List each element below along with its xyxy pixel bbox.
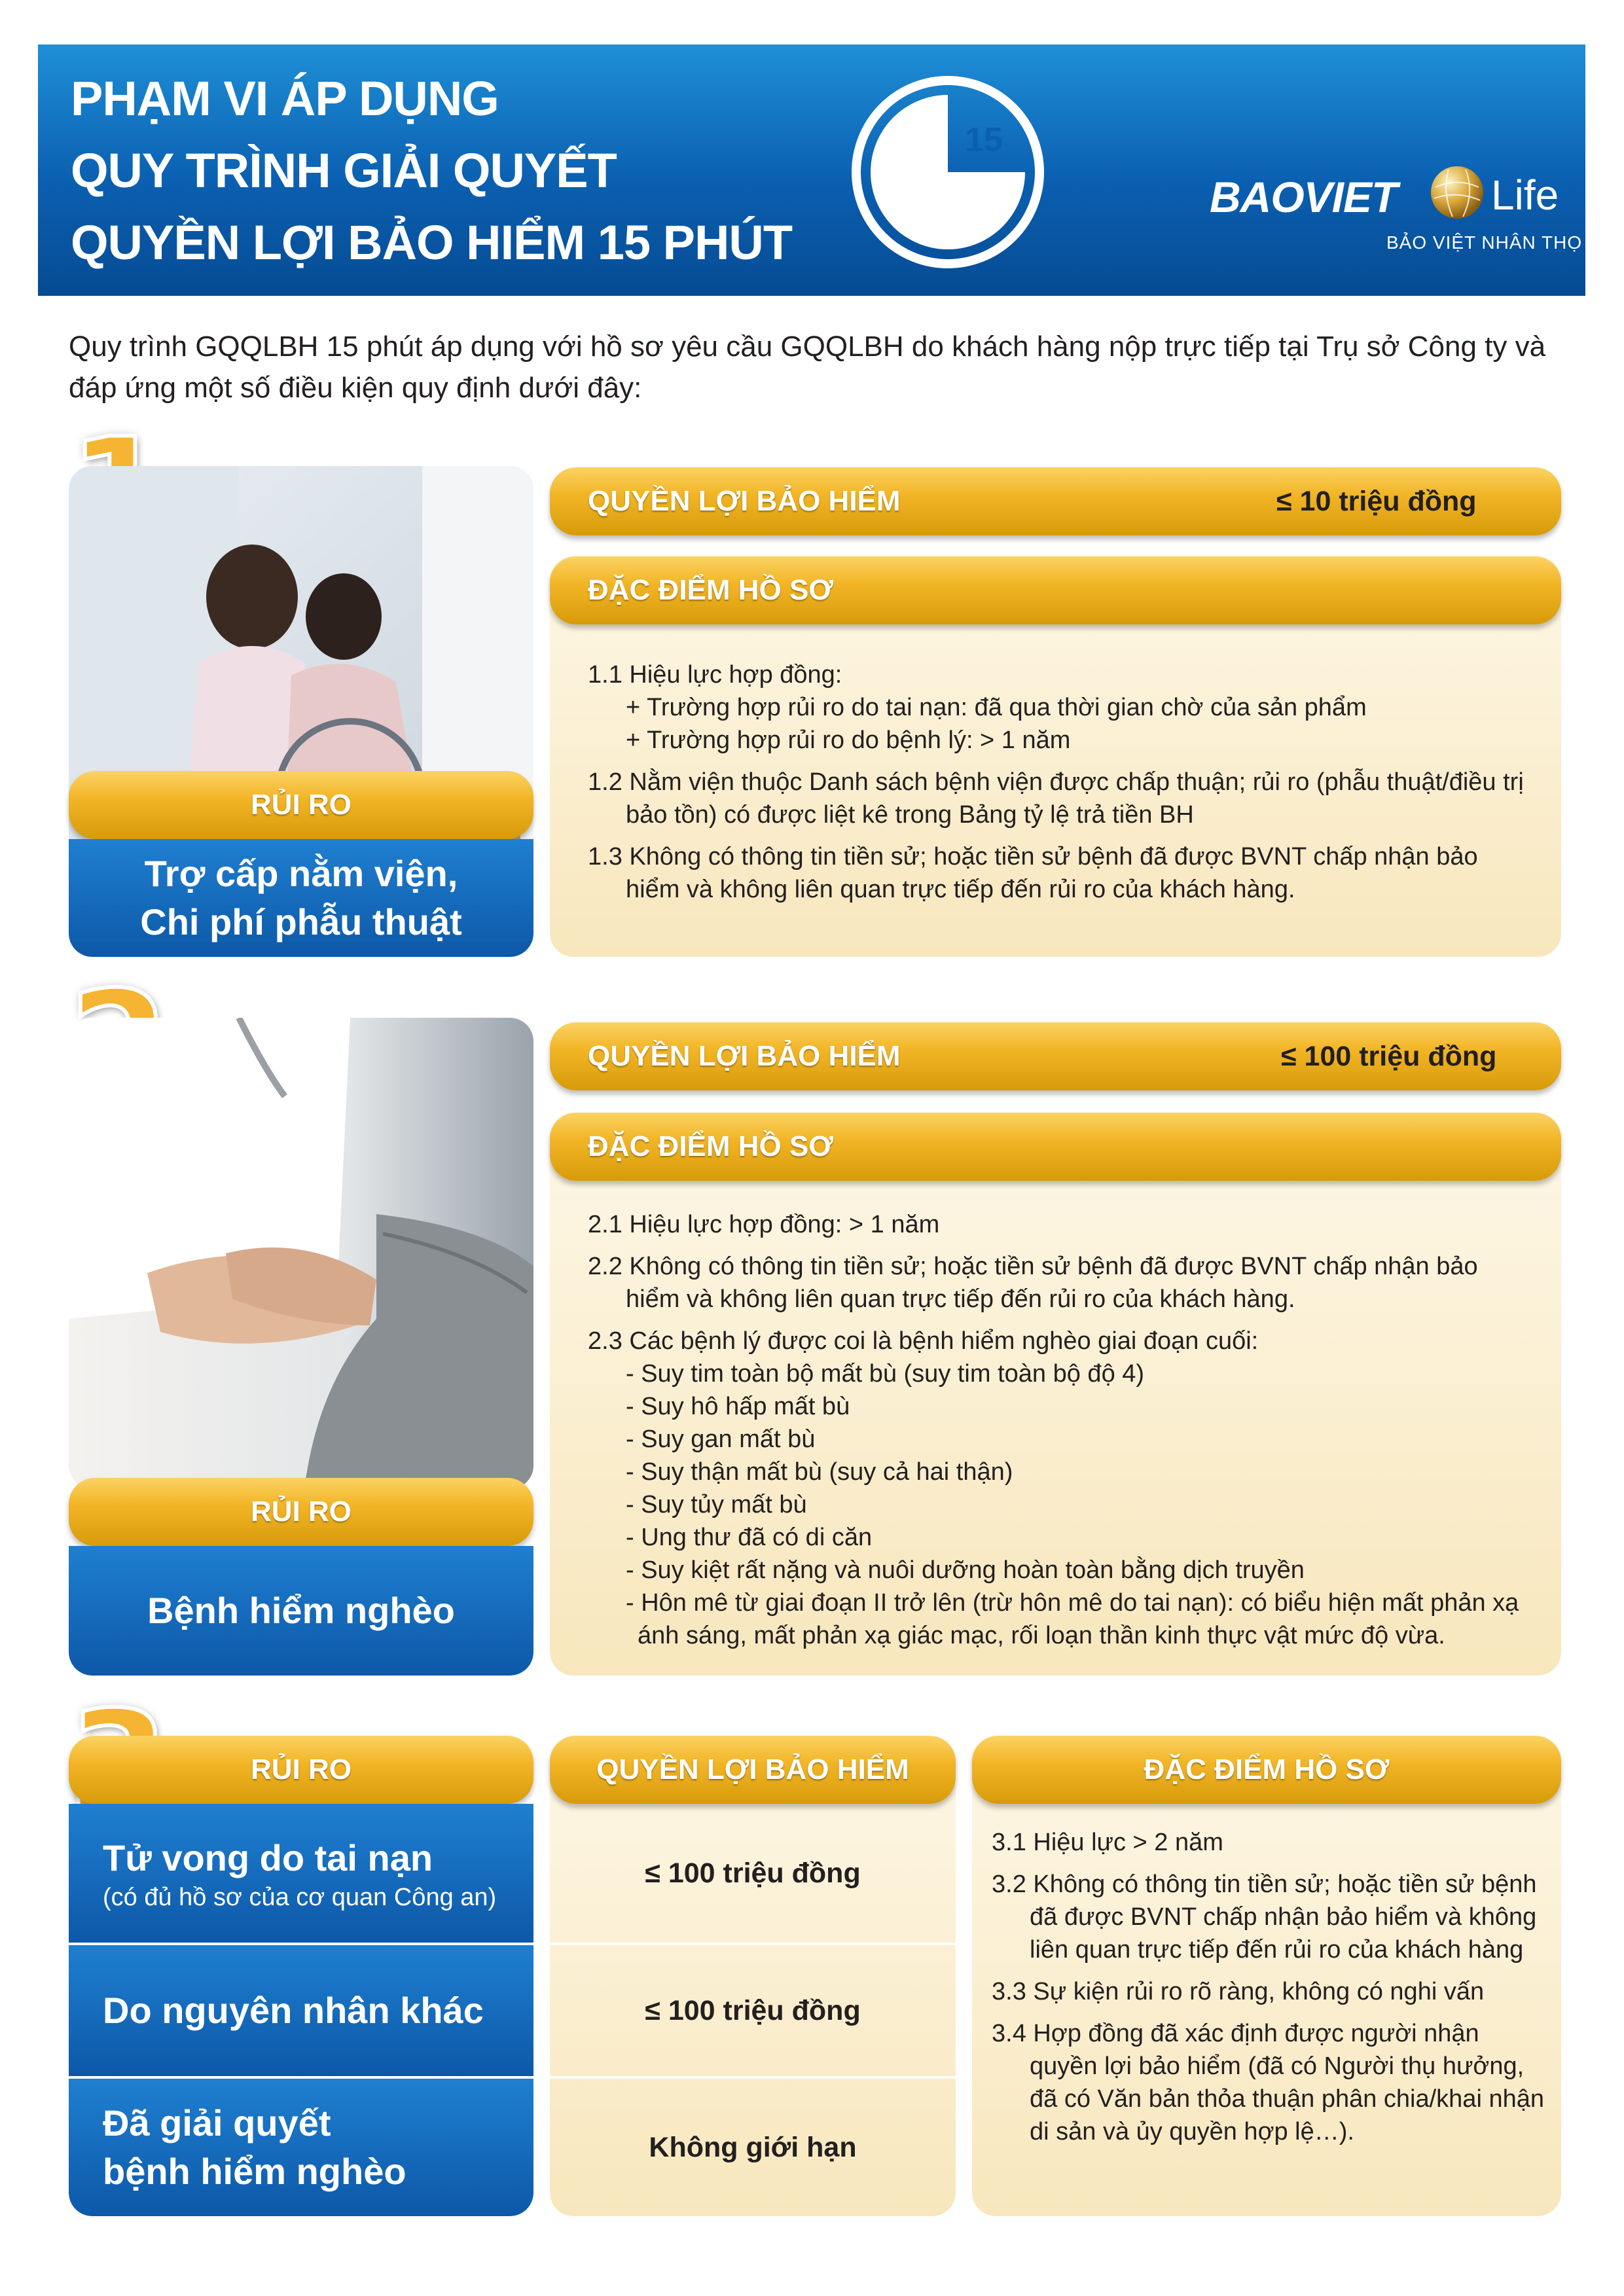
section3-risk-row-2 <box>69 1945 533 2076</box>
section2-item-2: 2.2 Không có thông tin tiền sử; hoặc tiền sử bệnh đã được BVNT chấp nhận bảo hiểm và không liên quan trực tiếp đến rủi ro của khách hàng. <box>588 1253 1478 1313</box>
clock-number: 15 <box>965 121 1003 159</box>
header-banner <box>38 45 1585 296</box>
section3-benefit-bar <box>550 1736 956 1804</box>
section2-risk-box <box>69 1546 533 1676</box>
benefit-label: QUYỀN LỢI BẢO HIỂM <box>588 1040 901 1072</box>
section3-profile-list <box>992 1826 1548 2157</box>
section2-disease-list <box>588 1357 1530 1652</box>
section2-benefit-bar <box>550 1022 1561 1090</box>
benefit-label: QUYỀN LỢI BẢO HIỂM <box>588 485 901 517</box>
section1-benefit-value: ≤ 10 triệu đồng <box>1276 485 1477 517</box>
section3-risk-3-line-2: bệnh hiểm nghèo <box>103 2151 406 2192</box>
section1-risk-line-2: Chi phí phẫu thuật <box>140 901 462 942</box>
section1-risk-bar <box>69 771 533 839</box>
section1-item-3: 1.3 Không có thông tin tiền sử; hoặc tiền sử bệnh đã được BVNT chấp nhận bảo hiểm và không liên quan trực tiếp đến rủi ro của khách hàng. <box>588 843 1478 903</box>
section1-profile-list <box>588 658 1530 915</box>
disease-item: - Ung thư đã có di căn <box>626 1524 873 1551</box>
section3-benefit-3: Không giới hạn <box>649 2131 857 2163</box>
page-title-line-2: QUY TRÌNH GIẢI QUYẾT <box>71 143 617 198</box>
clock-icon <box>850 74 1046 270</box>
section3-risk-2: Do nguyên nhân khác <box>103 1990 484 2031</box>
section3-benefit-row-1 <box>550 1804 956 1943</box>
disease-item: - Suy kiệt rất nặng và nuôi dưỡng hoàn toàn bằng dịch truyền <box>626 1556 1305 1584</box>
section3-risk-1-sub: (có đủ hồ sơ của cơ quan Công an) <box>103 1884 497 1911</box>
section3-item-3: 3.3 Sự kiện rủi ro rõ ràng, không có nghi vấn <box>992 1978 1485 2005</box>
page-title-line-3: QUYỀN LỢI BẢO HIỂM 15 PHÚT <box>71 215 793 270</box>
brand-suffix: Life <box>1491 171 1559 219</box>
section3-benefit-1: ≤ 100 triệu đồng <box>645 1857 861 1889</box>
section3-benefit-2: ≤ 100 triệu đồng <box>645 1994 861 2026</box>
disease-item: - Suy tim toàn bộ mất bù (suy tim toàn bộ độ 4) <box>626 1360 1145 1388</box>
section3-item-4: 3.4 Hợp đồng đã xác định được người nhận quyền lợi bảo hiểm (đã có Người thụ hưởng, đã có Văn bản thỏa thuận phân chia/khai nhận di sản và ủy quyền hợp lệ…). <box>992 2020 1544 2145</box>
section3-risk-3-line-1: Đã giải quyết <box>103 2102 331 2144</box>
brand-name: BAOVIET <box>1210 173 1398 221</box>
disease-item: - Hôn mê từ giai đoạn II trở lên (trừ hôn mê do tai nạn): có biểu hiện mất phản xạ ánh sáng, mất phản xạ giác mạc, rối loạn thần kinh thực vật mức độ vừa. <box>626 1589 1519 1649</box>
section3-risk-row-3 <box>69 2079 533 2216</box>
section1-profile-bar <box>550 556 1561 624</box>
section1-item-1-title: 1.1 Hiệu lực hợp đồng: <box>588 661 842 689</box>
section2-benefit-value: ≤ 100 triệu đồng <box>1281 1040 1497 1072</box>
disease-item: - Suy hô hấp mất bù <box>626 1393 850 1420</box>
section2-profile-list <box>588 1208 1530 1652</box>
profile-label: ĐẶC ĐIỂM HỒ SƠ <box>588 1130 833 1162</box>
risk-label: RỦI RO <box>251 1753 352 1785</box>
section3-risk-row-1 <box>69 1804 533 1943</box>
globe-icon <box>1429 164 1485 221</box>
section1-item-1a: + Trường hợp rủi ro do tai nạn: đã qua thời gian chờ của sản phẩm <box>626 694 1367 721</box>
page-title-line-1: PHẠM VI ÁP DỤNG <box>71 71 499 126</box>
section3-benefit-row-3 <box>550 2079 956 2216</box>
section1-item-2: 1.2 Nằm viện thuộc Danh sách bệnh viện được chấp thuận; rủi ro (phẫu thuật/điều trị bảo tồn) có được liệt kê trong Bảng tỷ lệ trả tiền BH <box>588 768 1524 829</box>
section3-item-2: 3.2 Không có thông tin tiền sử; hoặc tiền sử bệnh đã được BVNT chấp nhận bảo hiểm và không liên quan trực tiếp đến rủi ro của khách hàng <box>992 1871 1537 1964</box>
section2-risk-text: Bệnh hiểm nghèo <box>147 1590 455 1631</box>
disease-item: - Suy thận mất bù (suy cả hai thận) <box>626 1458 1013 1486</box>
baoviet-life-logo <box>1210 171 1583 270</box>
benefit-label: QUYỀN LỢI BẢO HIỂM <box>596 1753 909 1785</box>
profile-label: ĐẶC ĐIỂM HỒ SƠ <box>588 574 833 606</box>
section3-risk-bar <box>69 1736 533 1804</box>
section1-risk-box <box>69 839 533 957</box>
disease-item: - Suy gan mất bù <box>626 1426 816 1453</box>
section2-profile-bar <box>550 1113 1561 1181</box>
section2-item-3-title: 2.3 Các bệnh lý được coi là bệnh hiểm nghèo giai đoạn cuối: <box>588 1327 1259 1355</box>
intro-paragraph: Quy trình GQQLBH 15 phút áp dụng với hồ sơ yêu cầu GQQLBH do khách hàng nộp trực tiếp tại Trụ sở Công ty và đáp ứng một số điều kiện quy định dưới đây: <box>69 331 1546 404</box>
brand-subtitle: BẢO VIỆT NHÂN THỌ <box>1386 232 1583 253</box>
section1-benefit-bar <box>550 467 1561 535</box>
section3-item-1: 3.1 Hiệu lực > 2 năm <box>992 1829 1223 1856</box>
photo-holding-hands <box>69 1018 533 1489</box>
section1-risk-line-1: Trợ cấp nằm viện, <box>144 853 458 894</box>
section3-risk-1: Tử vong do tai nạn <box>103 1837 433 1878</box>
profile-label: ĐẶC ĐIỂM HỒ SƠ <box>1144 1753 1390 1785</box>
section2-risk-bar <box>69 1478 533 1546</box>
section1-item-1b: + Trường hợp rủi ro do bệnh lý: > 1 năm <box>626 726 1071 754</box>
risk-label: RỦI RO <box>251 1496 352 1528</box>
section3-profile-bar <box>972 1736 1561 1804</box>
section3-benefit-row-2 <box>550 1945 956 2076</box>
section2-item-1: 2.1 Hiệu lực hợp đồng: > 1 năm <box>588 1211 940 1238</box>
risk-label: RỦI RO <box>251 789 352 821</box>
disease-item: - Suy tủy mất bù <box>626 1491 807 1518</box>
